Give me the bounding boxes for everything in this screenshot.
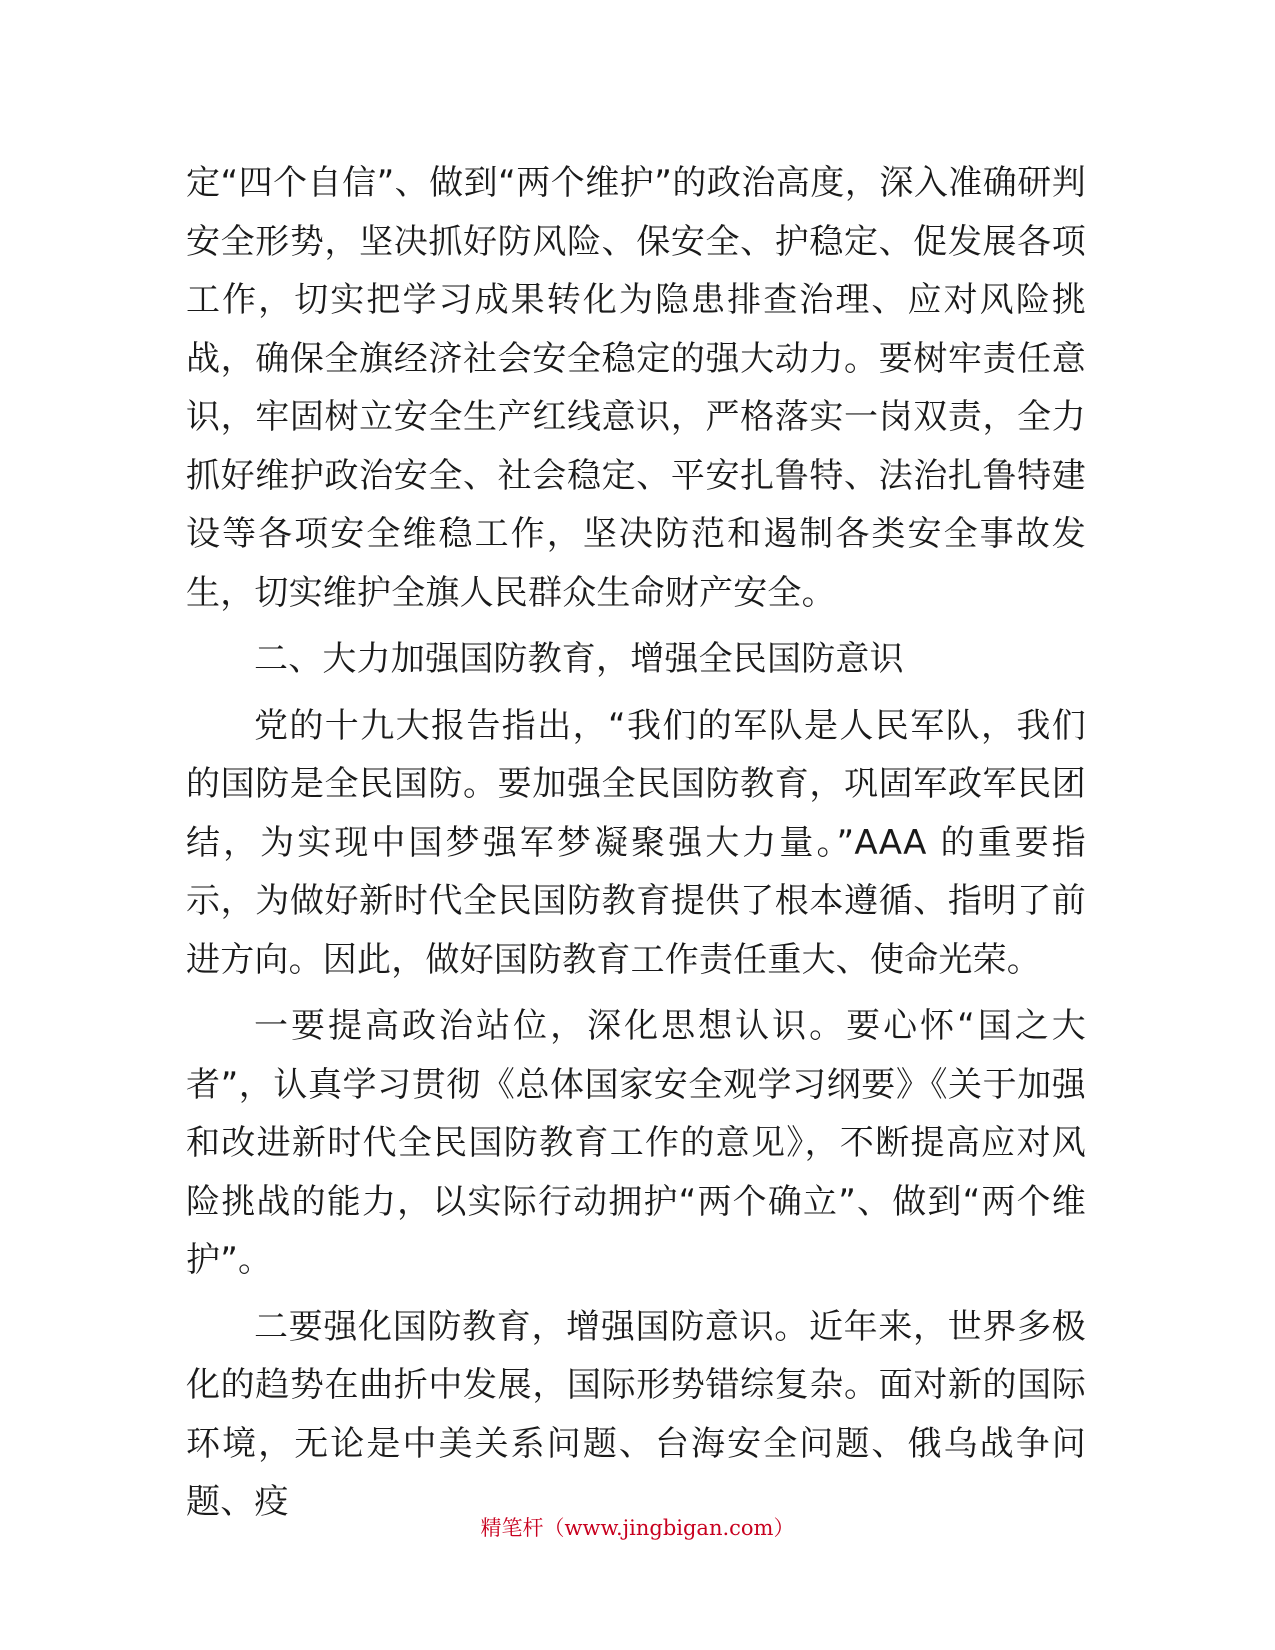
paragraph: 党的十九大报告指出，“我们的军队是人民军队，我们的国防是全民国防。要加强全民国防教育，巩固军政军民团结，为实现中国梦强军梦凝聚强大力量。”AAA 的重要指示，为做好新时代全民国防教育提供了根本遵循、指明了前进方向。因此，做好国防教育工作责任重大、使命光荣。 bbox=[186, 705, 1086, 980]
page-footer-watermark: 精笔杆（www.jingbigan.com） bbox=[480, 1516, 795, 1540]
document-body bbox=[186, 154, 1086, 1540]
paragraph: 二要强化国防教育，增强国防意识。近年来，世界多极化的趋势在曲折中发展，国际形势错综复杂。面对新的国际环境，无论是中美关系问题、台海安全问题、俄乌战争问题、疫 bbox=[186, 1306, 1086, 1522]
section-heading: 二、大力加强国防教育，增强全民国防意识 bbox=[254, 639, 904, 679]
paragraph: 一要提高政治站位，深化思想认识。要心怀“国之大者”，认真学习贯彻《总体国家安全观学习纲要》《关于加强和改进新时代全民国防教育工作的意见》，不断提高应对风险挑战的能力，以实际行动拥护“两个确立”、做到“两个维护”。 bbox=[186, 1006, 1086, 1280]
paragraph-continuation: 定“四个自信”、做到“两个维护”的政治高度，深入准确研判安全形势，坚决抓好防风险、保安全、护稳定、促发展各项工作，切实把学习成果转化为隐患排查治理、应对风险挑战，确保全旗经济社会安全稳定的强大动力。要树牢责任意识，牢固树立安全生产红线意识，严格落实一岗双责，全力抓好维护政治安全、社会稳定、平安扎鲁特、法治扎鲁特建设等各项安全维稳工作，坚决防范和遏制各类安全事故发生，切实维护全旗人民群众生命财产安全。 bbox=[186, 163, 1086, 613]
